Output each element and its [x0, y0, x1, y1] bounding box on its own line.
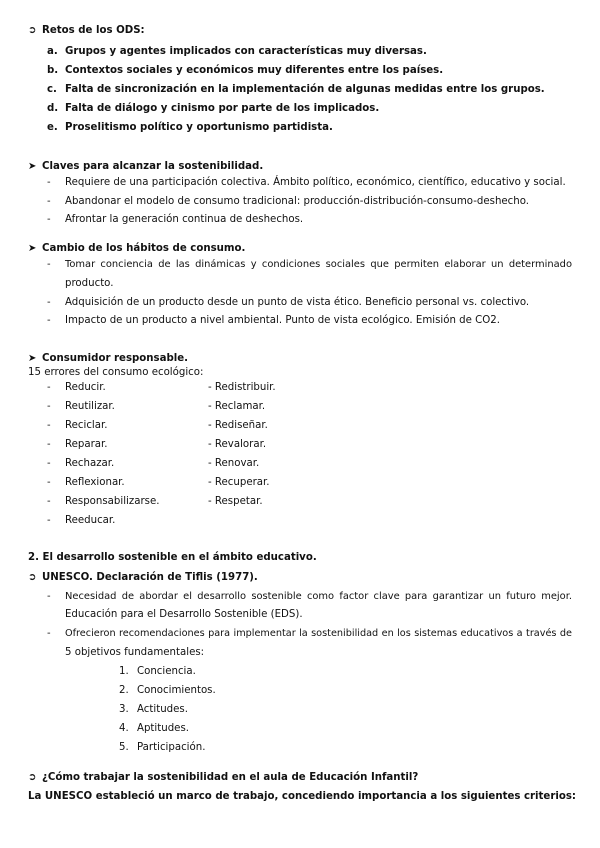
- arrow-hook-icon: ➲: [28, 25, 37, 36]
- dash-bullet: -: [47, 420, 51, 431]
- error-item: Reducir.: [65, 382, 106, 393]
- claves-item: Abandonar el modelo de consumo tradicional: producción-distribución-consumo-deshecho.: [65, 196, 530, 207]
- dash-bullet: -: [47, 214, 51, 225]
- objective-number: 3.: [119, 704, 129, 715]
- objective-text: Conocimientos.: [137, 685, 216, 696]
- error-item: Reciclar.: [65, 420, 108, 431]
- retos-item: Falta de sincronización en la implementación de algunas medidas entre los grupos.: [65, 84, 545, 95]
- retos-letter: c.: [47, 84, 57, 95]
- cambio-item-line: Tomar conciencia de las dinámicas y condiciones sociales que permiten elaborar un determinado: [65, 259, 572, 270]
- cambio-item: Adquisición de un producto desde un punto de vista ético. Beneficio personal vs. colectivo.: [65, 297, 530, 308]
- dash-bullet: -: [47, 382, 51, 393]
- error-item: Rechazar.: [65, 458, 115, 469]
- claves-title: Claves para alcanzar la sostenibilidad.: [42, 161, 264, 172]
- objective-number: 2.: [119, 685, 129, 696]
- dash-bullet: -: [47, 591, 51, 602]
- objective-number: 4.: [119, 723, 129, 734]
- error-item: - Revalorar.: [208, 439, 267, 450]
- retos-item: Proselitismo político y oportunismo partidista.: [65, 122, 333, 133]
- paragraph-line: Necesidad de abordar el desarrollo sostenible como factor clave para garantizar un futuro mejor.: [65, 591, 572, 602]
- arrowhead-icon: ➤: [28, 161, 37, 172]
- dash-bullet: -: [47, 628, 51, 639]
- retos-title: Retos de los ODS:: [42, 25, 145, 36]
- dash-bullet: -: [47, 297, 51, 308]
- dash-bullet: -: [47, 259, 51, 270]
- objective-text: Participación.: [137, 742, 206, 753]
- error-item: Reeducar.: [65, 515, 116, 526]
- retos-item: Contextos sociales y económicos muy diferentes entre los países.: [65, 65, 444, 76]
- consumidor-subtitle: 15 errores del consumo ecológico:: [28, 367, 204, 378]
- question-heading: ¿Cómo trabajar la sostenibilidad en el aula de Educación Infantil?: [42, 772, 419, 783]
- arrowhead-icon: ➤: [28, 243, 37, 254]
- paragraph-line: Educación para el Desarrollo Sostenible (EDS).: [65, 609, 303, 620]
- objective-number: 1.: [119, 666, 129, 677]
- dash-bullet: -: [47, 439, 51, 450]
- error-item: Reflexionar.: [65, 477, 125, 488]
- retos-letter: a.: [47, 46, 58, 57]
- error-item: Responsabilizarse.: [65, 496, 160, 507]
- error-item: - Reclamar.: [208, 401, 266, 412]
- arrowhead-icon: ➤: [28, 353, 37, 364]
- paragraph-line: 5 objetivos fundamentales:: [65, 647, 205, 658]
- cambio-item: Impacto de un producto a nivel ambiental. Punto de vista ecológico. Emisión de CO2.: [65, 315, 500, 326]
- dash-bullet: -: [47, 401, 51, 412]
- retos-item: Falta de diálogo y cinismo por parte de los implicados.: [65, 103, 380, 114]
- objective-text: Conciencia.: [137, 666, 196, 677]
- error-item: - Redistribuir.: [208, 382, 276, 393]
- consumidor-title: Consumidor responsable.: [42, 353, 189, 364]
- dash-bullet: -: [47, 515, 51, 526]
- dash-bullet: -: [47, 196, 51, 207]
- cambio-title: Cambio de los hábitos de consumo.: [42, 243, 246, 254]
- retos-item: Grupos y agentes implicados con características muy diversas.: [65, 46, 427, 57]
- dash-bullet: -: [47, 458, 51, 469]
- cambio-item-line: producto.: [65, 278, 114, 289]
- error-item: - Rediseñar.: [208, 420, 268, 431]
- objective-number: 5.: [119, 742, 129, 753]
- retos-letter: b.: [47, 65, 59, 76]
- arrow-hook-icon: ➲: [28, 572, 37, 583]
- objective-text: Actitudes.: [137, 704, 188, 715]
- retos-letter: d.: [47, 103, 59, 114]
- error-item: - Respetar.: [208, 496, 263, 507]
- error-item: Reutilizar.: [65, 401, 115, 412]
- error-item: Reparar.: [65, 439, 108, 450]
- claves-item: Afrontar la generación continua de deshechos.: [65, 214, 304, 225]
- dash-bullet: -: [47, 477, 51, 488]
- dash-bullet: -: [47, 177, 51, 188]
- arrow-hook-icon: ➲: [28, 772, 37, 783]
- claves-item: Requiere de una participación colectiva. Ámbito político, económico, científico, educativo y social.: [65, 177, 566, 188]
- section-heading: 2. El desarrollo sostenible en el ámbito educativo.: [28, 552, 317, 563]
- error-item: - Recuperar.: [208, 477, 270, 488]
- closing-line: La UNESCO estableció un marco de trabajo, concediendo importancia a los siguientes criterios:: [28, 791, 576, 802]
- dash-bullet: -: [47, 496, 51, 507]
- retos-letter: e.: [47, 122, 58, 133]
- dash-bullet: -: [47, 315, 51, 326]
- paragraph-line: Ofrecieron recomendaciones para implementar la sostenibilidad en los sistemas educativos a través de: [65, 628, 572, 639]
- objective-text: Aptitudes.: [137, 723, 189, 734]
- unesco-title: UNESCO. Declaración de Tiflis (1977).: [42, 572, 258, 583]
- error-item: - Renovar.: [208, 458, 260, 469]
